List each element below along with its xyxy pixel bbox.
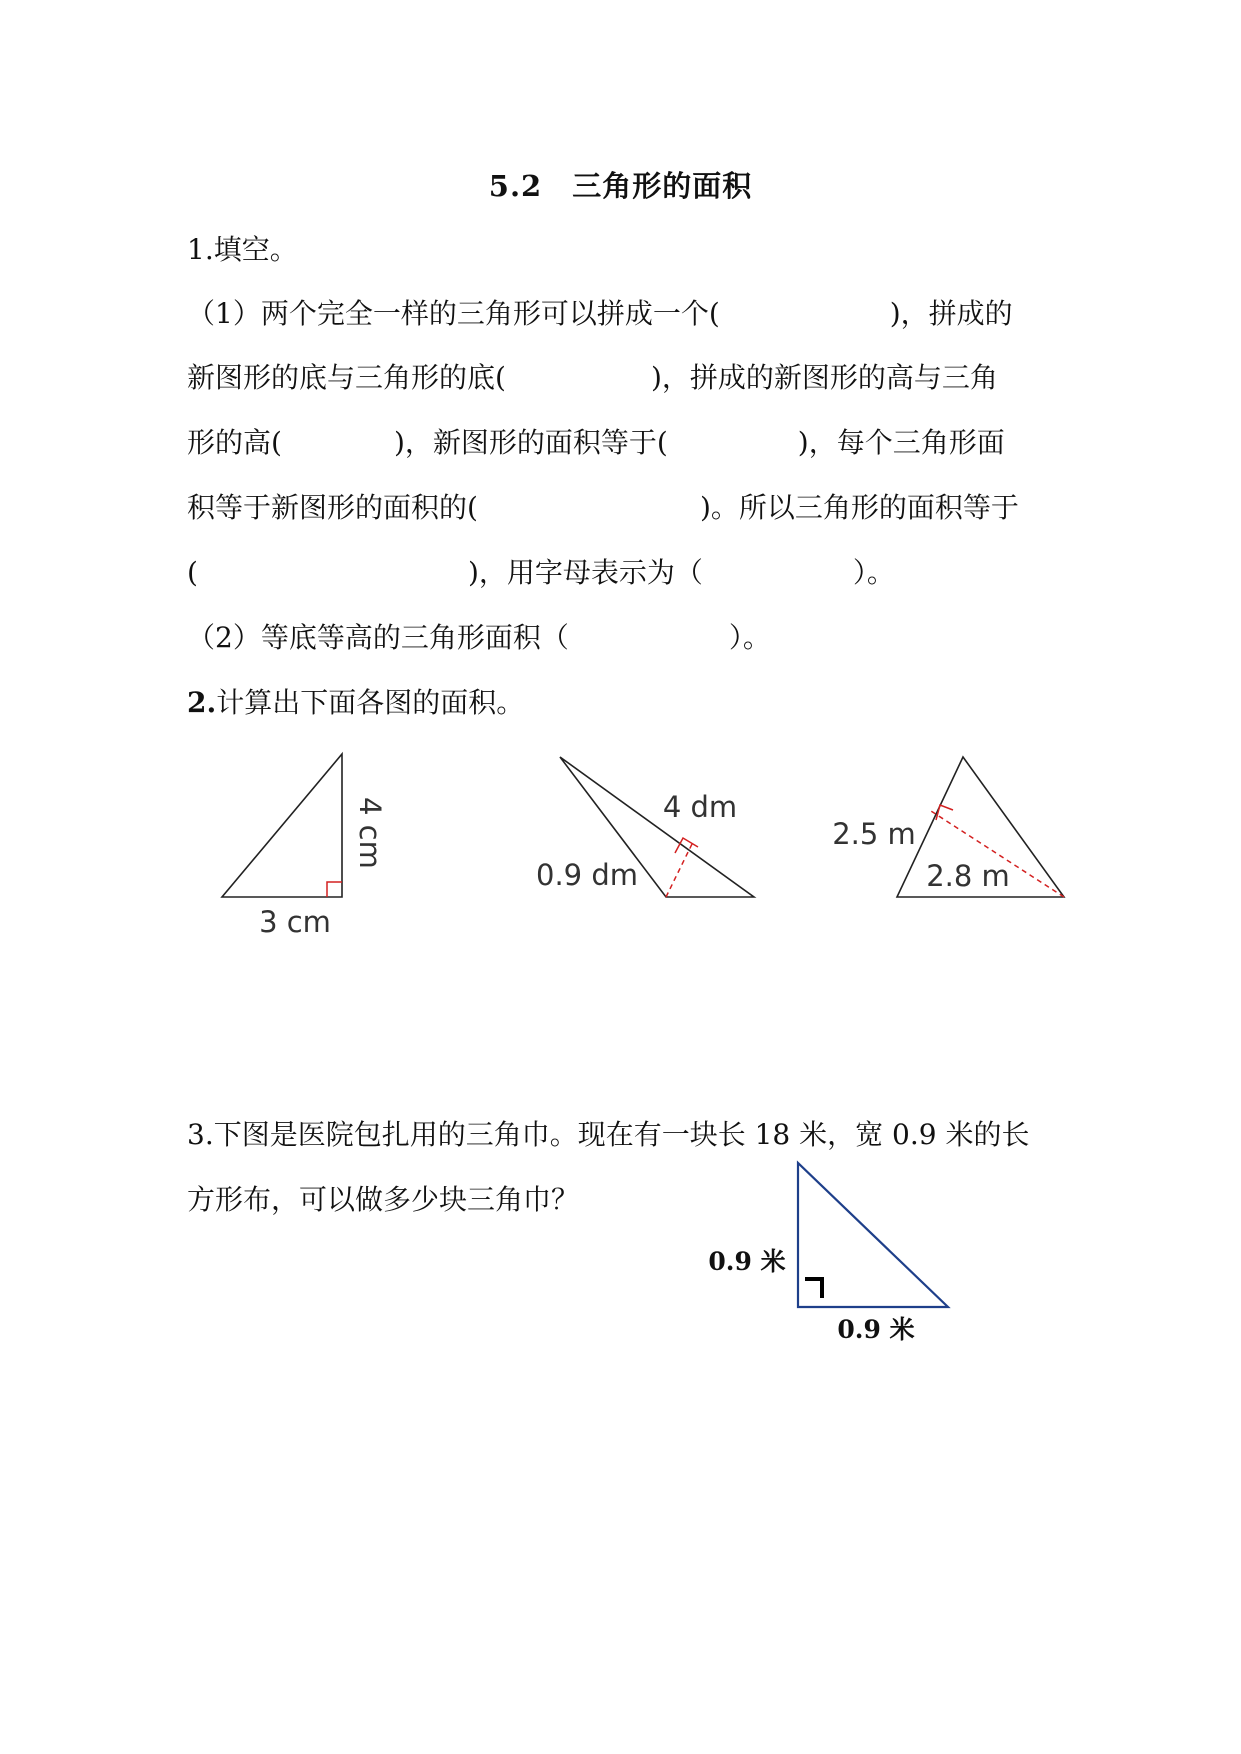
q1-line-3-text-b: )，新图形的面积等于( [393,426,668,459]
triangle-figure-1 [222,754,342,939]
q1-part-2-text-a: （2）等底等高的三角形面积（ [187,621,569,654]
q1-line-3-text-a: 形的高( [187,426,282,459]
q1-line-2-text-a: 新图形的底与三角形的底( [187,361,506,394]
triangle-figure-2 [536,757,754,897]
q1-line-5-text-c: ）。 [852,556,895,589]
q1-line-4-text-b: )。所以三角形的面积等于 [699,491,1019,524]
bandage-bottom-label: 0.9 米 [837,1315,915,1344]
bandage-left-label: 0.9 米 [708,1247,786,1276]
triangle-3-side-label: 2.5 m [832,817,916,851]
right-angle-marker-2 [675,838,698,853]
page-title: 5.2 三角形的面积 [488,169,753,203]
q1-line-5-text-a: ( [187,556,198,589]
q2-number: 2. [187,686,217,719]
triangle-1-height-label-rotated: 4 cm [353,797,387,869]
q1-part-2-text-b: ）。 [728,621,771,654]
triangle-figure-3 [832,757,1064,897]
q1-line-1-text-a: （1）两个完全一样的三角形可以拼成一个( [187,297,720,330]
q1-heading: 1.填空。 [187,233,298,266]
q1-line-3-text-c: )，每个三角形面 [797,426,1005,459]
triangle-2-height-label: 0.9 dm [536,858,638,892]
triangle-1-outline [222,754,342,897]
q3-line-1: 3.下图是医院包扎用的三角巾。现在有一块长 18 米，宽 0.9 米的长 [187,1118,1030,1151]
triangle-2-side-label: 4 dm [662,790,738,824]
q1-line-5-text-b: )，用字母表示为（ [467,556,703,589]
bandage-triangle-figure [708,1163,948,1344]
q2-text: 计算出下面各图的面积。 [216,686,525,719]
q1-line-2-text-b: )，拼成的新图形的高与三角 [650,361,998,394]
right-angle-marker-1 [327,882,342,897]
triangle-1-base-label: 3 cm [259,905,331,939]
triangle-3-height-label: 2.8 m [926,859,1010,893]
q1-line-1-text-b: )，拼成的 [889,297,1013,330]
right-angle-marker-bandage [805,1279,822,1298]
q1-line-4-text-a: 积等于新图形的面积的( [187,491,478,524]
q3-line-2: 方形布，可以做多少块三角巾？ [187,1183,580,1216]
triangle-2-height-line [666,844,692,897]
